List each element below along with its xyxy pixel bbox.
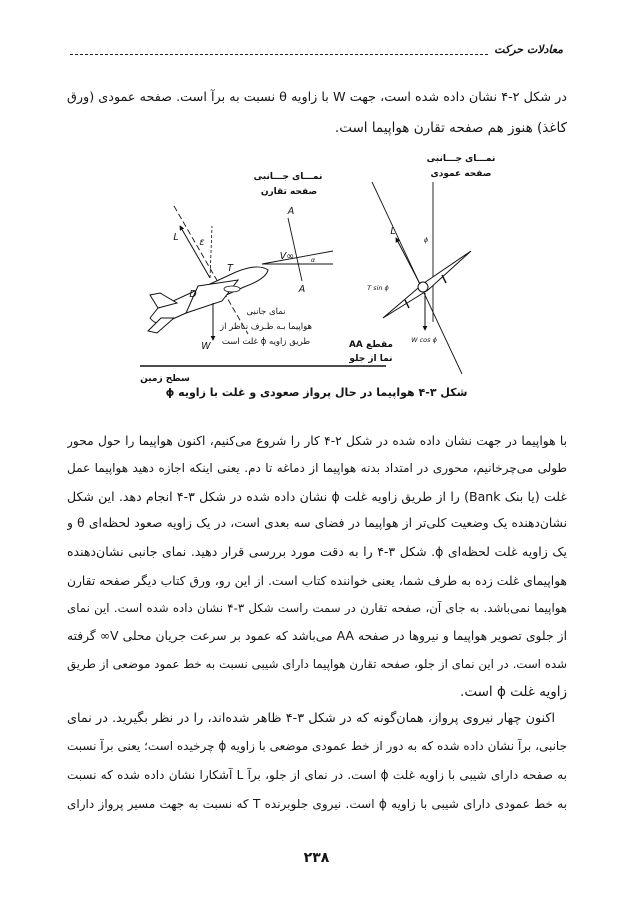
figure-aircraft-climb-roll [0,140,633,384]
lift-arrow [180,226,210,278]
side-view-subtitle: صفحه تقارن [260,187,318,197]
intro-line: در شکل ۲-۴ نشان داده شده است، جهت W با زاویه θ نسبت به برآ است. صفحه عمودی (ورق [67,90,567,105]
drag-label: D [189,289,197,300]
front-phi-label: ϕ [423,236,429,244]
intro-line: کاغذ) هنوز هم صفحه تقارن هواپیما است. [334,120,567,136]
body-line: به خط عمودی دارای شیبی با زاویه ϕ است. نیروی جلوبرنده T که نسبت به جهت مسیر پرواز دارای [67,797,567,811]
lift-label: L [173,232,179,243]
side-view-note-line: نمای جانبی [246,307,286,317]
running-header-title: معادلات حرکت [494,43,563,56]
section-aa-line [288,218,302,281]
body-line: یک زاویه غلت لحظه‌ای ϕ. شکل ۳-۴ را به دقت مورد بررسی قرار دهید. نمای جانبی نشان‌دهنده [67,544,567,559]
body-line: به صفحه دارای شیبی با زاویه غلت ϕ است. در نمای از جلو، برآ L آشکارا نشان داده شده که نسبت [67,768,567,782]
front-view-label: نما از جلو [349,354,393,364]
thrust-label: T [227,263,233,274]
side-view-note-line: هواپیما بـه طـرف نـاظر از [219,322,313,332]
body-line: نشان‌دهنده یک وضعیت کلی‌تر از هواپیما در فضای سه بعدی است، در یک زاویه صعود لحظه‌ای θ و [67,516,567,530]
figure-caption: شکل ۳-۴ هواپیما در حال پرواز صعودی و غلت با زاویه ϕ [165,386,468,399]
section-a-top-label: A [287,206,295,217]
front-view-diagram [348,154,495,374]
section-label: مقطع AA [348,340,394,350]
header-rule [70,54,490,55]
airplane-front-view [383,251,471,318]
freestream-velocity-label: V∞ [279,251,295,262]
body-line: با هواپیما در جهت نشان داده شده در شکل ۲-۴ کار را شروع می‌کنیم، اکنون هواپیما را حول محور [67,434,567,448]
body-line: زاویه غلت ϕ است. [460,684,567,700]
body-line: اکنون چهار نیروی پرواز، همان‌گونه که در شکل ۳-۴ ظاهر شده‌اند، را در نظر بگیرید. در نمای [67,711,555,726]
thrust-sin-label: T sin ϕ [367,284,389,292]
side-view-title: نمـــای جـــانبی [253,172,323,182]
front-view-title: نمـــای جـــانبی [426,154,496,164]
body-line: هواپیمای غلت زده به طرف شما، یعنی خواننده کتاب است. از این رو، ورق کتاب دیگر صفحه تقارن [67,574,567,588]
symmetry-plane-dashed-line [174,206,248,334]
front-lift-label: L [390,226,396,237]
ground-label: سطح زمین [140,374,190,384]
alpha-label: α [310,256,316,264]
body-line: هواپیما نمی‌باشد. به جای آن، صفحه تقارن در سمت راست شکل ۳-۴ نشان داده شده است. این نمای [67,601,567,615]
body-line: جانبی، برآ نشان داده شده که به دور از خط عمودی موضعی با زاویه ϕ چرخیده است؛ یعنی برآ نسبت [67,739,567,753]
engine-front-mark [442,275,446,283]
weight-cos-label: W cos ϕ [411,336,437,344]
body-line: غلت (یا بنک Bank) را از طریق زاویه غلت ϕ نشان داده شده در شکل ۳-۴ انجام دهد. این شکل [67,489,567,504]
page-number: ۲۳۸ [303,850,330,866]
front-lift-arrow [396,238,420,284]
side-view-diagram [140,172,386,384]
side-view-note-line: طریق زاویه ϕ غلت است [221,337,311,347]
weight-label: W [201,341,211,352]
body-line: از جلوی تصویر هواپیما و نیروها در صفحه AA می‌باشد که عمود بر سرعت جریان محلی V∞ گرفته [67,629,567,643]
body-line: شده است. در این نمای از جلو، صفحه تقارن هواپیما دارای شیبی نسبت به خط عمود موضعی از طریق [67,657,567,671]
front-view-subtitle: صفحه عمودی [430,169,492,179]
section-a-bottom-label: A [298,284,306,295]
epsilon-label: ε [199,237,205,248]
engine-nacelle-shape [224,286,240,292]
body-line: طولی می‌چرخانیم، محوری در امتداد بدنه هواپیما از دماغه تا دم. یعنی اینکه اجازه دهید هواپیما عمل [67,461,567,475]
